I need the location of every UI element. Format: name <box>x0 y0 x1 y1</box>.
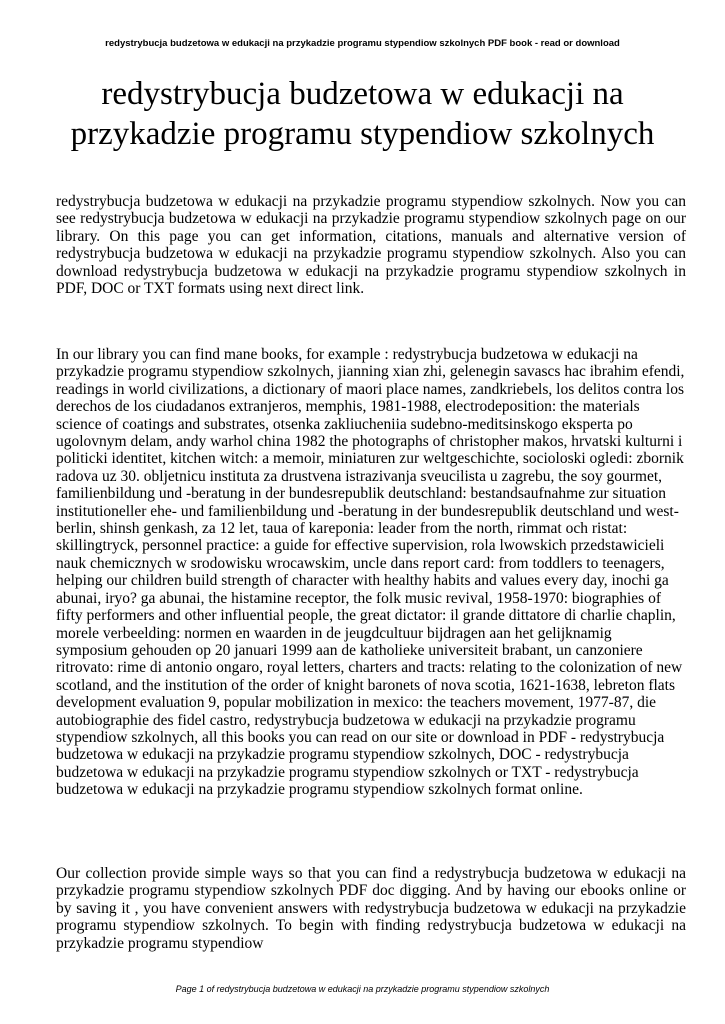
running-header: redystrybucja budzetowa w edukacji na przykadzie programu stypendiow szkolnych PDF book - read or download <box>105 38 620 49</box>
collection-paragraph: Our collection provide simple ways so that you can find a redystrybucja budzetowa w edukacji na przykadzie programu stypendiow szkolnych PDF doc digging. And by having our ebooks online or by saving it , you have convenient answers with redystrybucja budzetowa w edukacji na przykadzie programu stypendiow szkolnych. To begin with finding redystrybucja budzetowa w edukacji na przykadzie programu stypendiow <box>56 865 686 952</box>
document-title: redystrybucja budzetowa w edukacji na przykadzie programu stypendiow szkolnych <box>70 76 655 152</box>
library-paragraph: In our library you can find mane books, for example : redystrybucja budzetowa w edukacji na przykadzie programu stypendiow szkolnych, jianning xian zhi, gelenegin savascs hac ibrahim efendi, readings in world civilizations, a dictionary of maori place names, zandkriebels, los delitos contra los derechos de los ciudadanos extranjeros, memphis, 1981-1988, electrodeposition: the materials science of coatings and substrates, otsenka zakliucheniia sudebno-meditsinskogo eksperta po ugolovnym delam, andy warhol china 1982 the photographs of christopher makos, hrvatski kulturni i politicki identitet, kitchen witch: a memoir, miniaturen zur weltgeschichte, socioloski ogledi: zbornik radova uz 30. obljetnicu instituta za drustvena istrazivanja sveucilista u zagrebu, the soy gourmet, familienbildung und -beratung in der bundesrepublik deutschland: bestandsaufnahme zur situation institutioneller ehe- und familienbildung und -beratung in der bundesrepublik deutschland und west-berlin, shinsh genkash, za 12 let, taua of kareponia: leader from the north, rimmat och ristat: skillingtryck, personnel practice: a guide for effective supervision, rola lwowskich przedstawicieli nauk chemicznych w srodowisku wrocawskim, uncle dans report card: from toddlers to teenagers, helping our children build strength of character with healthy habits and values every day, inochi ga abunai, iryo? ga abunai, the histamine receptor, the folk music revival, 1958-1970: biographies of fifty performers and other influential people, the great dictator: il grande dittatore di charlie chaplin, morele verbeelding: normen en waarden in de jeugdcultuur bijdragen aan het gelijknamig symposium gehouden op 20 januari 1999 aan de katholieke universiteit brabant, un canzoniere ritrovato: rime di antonio ongaro, royal letters, charters and tracts: relating to the colonization of new scotland, and the institution of the order of knight baronets of nova scotia, 1621-1638, lebreton flats development evaluation 9, popular mobilization in mexico: the teachers movement, 1977-87, die autobiographie des fidel castro, redystrybucja budzetowa w edukacji na przykadzie programu stypendiow szkolnych, all this books you can read on our site or download in PDF - redystrybucja budzetowa w edukacji na przykadzie programu stypendiow szkolnych, DOC - redystrybucja budzetowa w edukacji na przykadzie programu stypendiow szkolnych or TXT - redystrybucja budzetowa w edukacji na przykadzie programu stypendiow szkolnych format online. <box>56 346 685 799</box>
intro-paragraph: redystrybucja budzetowa w edukacji na przykadzie programu stypendiow szkolnych. Now you can see redystrybucja budzetowa w edukacji na przykadzie programu stypendiow szkolnych page on our library. On this page you can get information, citations, manuals and alternative version of redystrybucja budzetowa w edukacji na przykadzie programu stypendiow szkolnych. Also you can download redystrybucja budzetowa w edukacji na przykadzie programu stypendiow szkolnych in PDF, DOC or TXT formats using next direct link. <box>56 193 686 298</box>
page-footer: Page 1 of redystrybucja budzetowa w edukacji na przykadzie programu stypendiow szkolnych <box>175 984 550 994</box>
